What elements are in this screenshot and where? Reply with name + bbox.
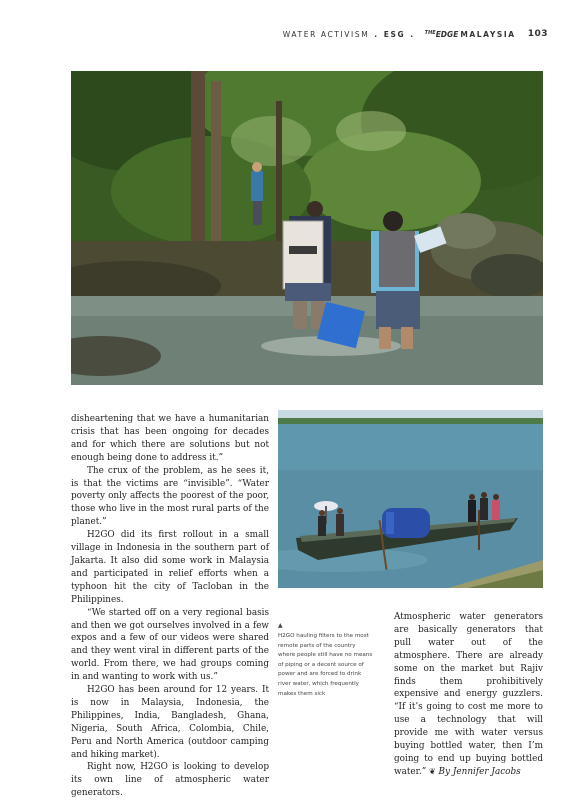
malaysia-label: MALAYSIA: [460, 29, 516, 39]
separator-dot: .: [410, 29, 415, 39]
esg-label: ESG: [383, 29, 406, 39]
photo-caption: [278, 622, 373, 699]
edge-logo: $^{THE}$EDGE: [424, 29, 459, 39]
separator-dot: .: [374, 29, 379, 39]
page-number: 103: [527, 29, 548, 39]
paragraph: H2GO has been around for 12 years. It is now in Malaysia, Indonesia, the Philippines, India, Bangladesh, Ghana, Nigeria, South Africa, Colombia, Chile, Peru and North America (outdoor camping and hiking market).: [71, 685, 269, 760]
paragraph: The crux of the problem, as he sees it, is that the victims are “invisible”. “Water poverty only affects the poorest of the poor, those who live in the most rural parts of the planet.”: [71, 465, 269, 528]
end-mark-icon: ❦: [429, 766, 436, 776]
article-left-column: [71, 413, 269, 800]
paragraph: disheartening that we have a humanitarian crisis that has been ongoing for decades and for which there are solutions but not enough being done to address it.”: [71, 414, 269, 463]
running-head: [283, 27, 548, 41]
paragraph: “We started off on a very regional basis and then we got ourselves involved in a few expos and a few of our videos were shared and they went viral in different parts of the world. From there, we had groups coming in and wanting to work with us.”: [71, 607, 269, 683]
paragraph: H2GO did its first rollout in a small village in Indonesia in the southern part of Jakarta. It also did some work in Malaysia and participated in relief efforts when a typhoon hit the city of Tacloban in the Philippines.: [71, 530, 269, 605]
section-label: WATER ACTIVISM: [282, 29, 370, 39]
stream-photo: [71, 71, 543, 385]
article-right-column: [394, 611, 543, 779]
caption-text: H2GO hauling filters to the most remote parts of the country where people still have no means of piping or a decent source of power and are forced to drink river water, which frequently makes them sick: [278, 633, 373, 697]
boat-photo: [278, 410, 543, 588]
paragraph: Atmospheric water generators are basically generators that pull water out of the atmosphere. There are already some on the market but Rajiv finds them prohibitively expensive and energy guzzlers. “If it’s going to cost me more to use a technology that will provide me with water versus buying bottled water, then I’m going to end up buying bottled water.” ❦ By Jennifer Jacobs: [394, 612, 543, 777]
byline: By Jennifer Jacobs: [438, 766, 521, 777]
paragraph: Right now, H2GO is looking to develop its own line of atmospheric water generators.: [71, 762, 269, 799]
caption-marker-icon: ▲: [278, 622, 283, 629]
